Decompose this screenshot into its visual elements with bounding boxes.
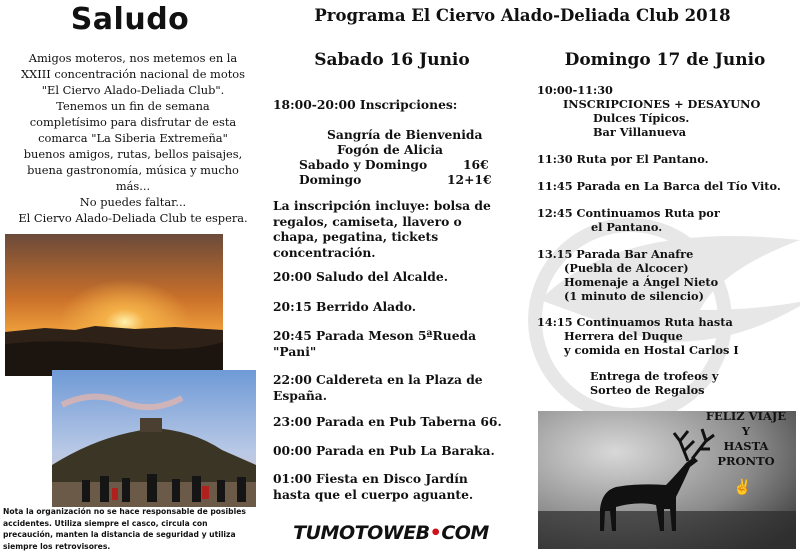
sunday-route-1: 11:30 Ruta por El Pantano. (537, 152, 709, 166)
sunday-stop-1: 11:45 Parada en La Barca del Tío Vito. (537, 179, 781, 193)
saturday-item: 00:00 Parada en Pub La Baraka. (273, 443, 495, 458)
intro-line: Tenemos un fin de semana (56, 99, 210, 113)
note-line: precaución, manten la distancia de seguridad y utiliza (3, 530, 236, 540)
note-line: Nota la organización no se hace responsable de posibles (3, 507, 246, 516)
welcome-drink: Sangría de Bienvenida (327, 127, 483, 142)
sunday-route-2-cont: el Pantano. (591, 220, 663, 234)
welcome-food: Fogón de Alicia (337, 142, 443, 157)
intro-line: buena gastronomía, música y mucho (27, 163, 239, 177)
intro-line: "El Ciervo Alado-Deliada Club". (41, 83, 225, 97)
sunday-route-2: 12:45 Continuamos Ruta por (537, 206, 720, 220)
sunday-route-3-town: Herrera del Duque (564, 329, 683, 343)
breakfast-sweets: Dulces Típicos. (593, 111, 690, 125)
greeting-text (4, 50, 262, 226)
victory-hand-icon: ✌ (733, 478, 752, 496)
trophies: Entrega de trofeos y (590, 369, 719, 383)
price-label-weekend: Sabado y Domingo (299, 157, 428, 172)
saturday-item: 20:00 Saludo del Alcalde. (273, 269, 449, 284)
price-value-weekend: 16€ (463, 157, 489, 172)
sunday-tribute: Homenaje a Ángel Nieto (564, 275, 719, 289)
intro-line: No puedes faltar... (79, 195, 187, 209)
breakfast-time: 10:00-11:30 (537, 83, 613, 97)
intro-line: más... (115, 179, 151, 193)
saturday-item: 20:15 Berrido Alado. (273, 299, 417, 314)
saturday-item: 23:00 Parada en Pub Taberna 66. (273, 414, 502, 429)
intro-line: El Ciervo Alado-Deliada Club te espera. (18, 211, 248, 225)
intro-line: XXIII concentración nacional de motos (20, 67, 245, 81)
sunset-photo (5, 234, 223, 376)
saturday-title: Sabado 16 Junio (314, 50, 470, 70)
intro-line: completísimo para disfrutar de esta (29, 115, 237, 129)
breakfast-bar: Bar Villanueva (593, 125, 687, 139)
saturday-item: 01:00 Fiesta en Disco Jardín hasta que el cuerpo aguante. (273, 471, 474, 502)
tumotoweb-logo: TUMOTOWEB•COM (293, 522, 489, 544)
sunday-stop-2-place: (Puebla de Alcocer) (564, 261, 689, 275)
sunday-lunch: y comida en Hostal Carlos I (564, 343, 739, 357)
note-line: accidentes. Utiliza siempre el casco, circula con (3, 518, 208, 528)
saturday-item: 22:00 Caldereta en la Plaza de España. (273, 372, 483, 403)
greeting-title: Saludo (70, 2, 190, 37)
intro-line: Amigos moteros, nos metemos en la (28, 51, 238, 65)
saturday-registration: 18:00-20:00 Inscripciones: (273, 97, 458, 112)
saturday-item: 20:45 Parada Meson 5ªRueda "Pani" (273, 328, 477, 359)
breakfast-title: INSCRIPCIONES + DESAYUNO (563, 97, 761, 111)
sunday-silence: (1 minuto de silencio) (564, 289, 704, 303)
price-label-sunday: Domingo (299, 172, 362, 187)
registration-includes: La inscripción incluye: bolsa de regalos, camiseta, llavero o chapa, pegatina, tickets concentración. (273, 198, 491, 260)
intro-line: buenos amigos, rutas, bellos paisajes, (23, 147, 243, 161)
sunday-route-3: 14:15 Continuamos Ruta hasta (537, 315, 733, 329)
program-title: Programa El Ciervo Alado-Deliada Club 2018 (314, 6, 731, 25)
castle-hill-photo (52, 370, 256, 507)
farewell-message: FELIZ VIAJE Y HASTA PRONTO (705, 409, 787, 468)
price-value-sunday: 12+1€ (447, 172, 492, 187)
sunday-title: Domingo 17 de Junio (564, 50, 766, 70)
sunday-stop-2: 13.15 Parada Bar Anafre (537, 247, 694, 261)
intro-line: comarca "La Siberia Extremeña" (38, 131, 228, 145)
disclaimer-note (3, 506, 255, 552)
note-line: siempre los retrovisores. (3, 541, 111, 551)
raffle: Sorteo de Regalos (590, 383, 705, 397)
